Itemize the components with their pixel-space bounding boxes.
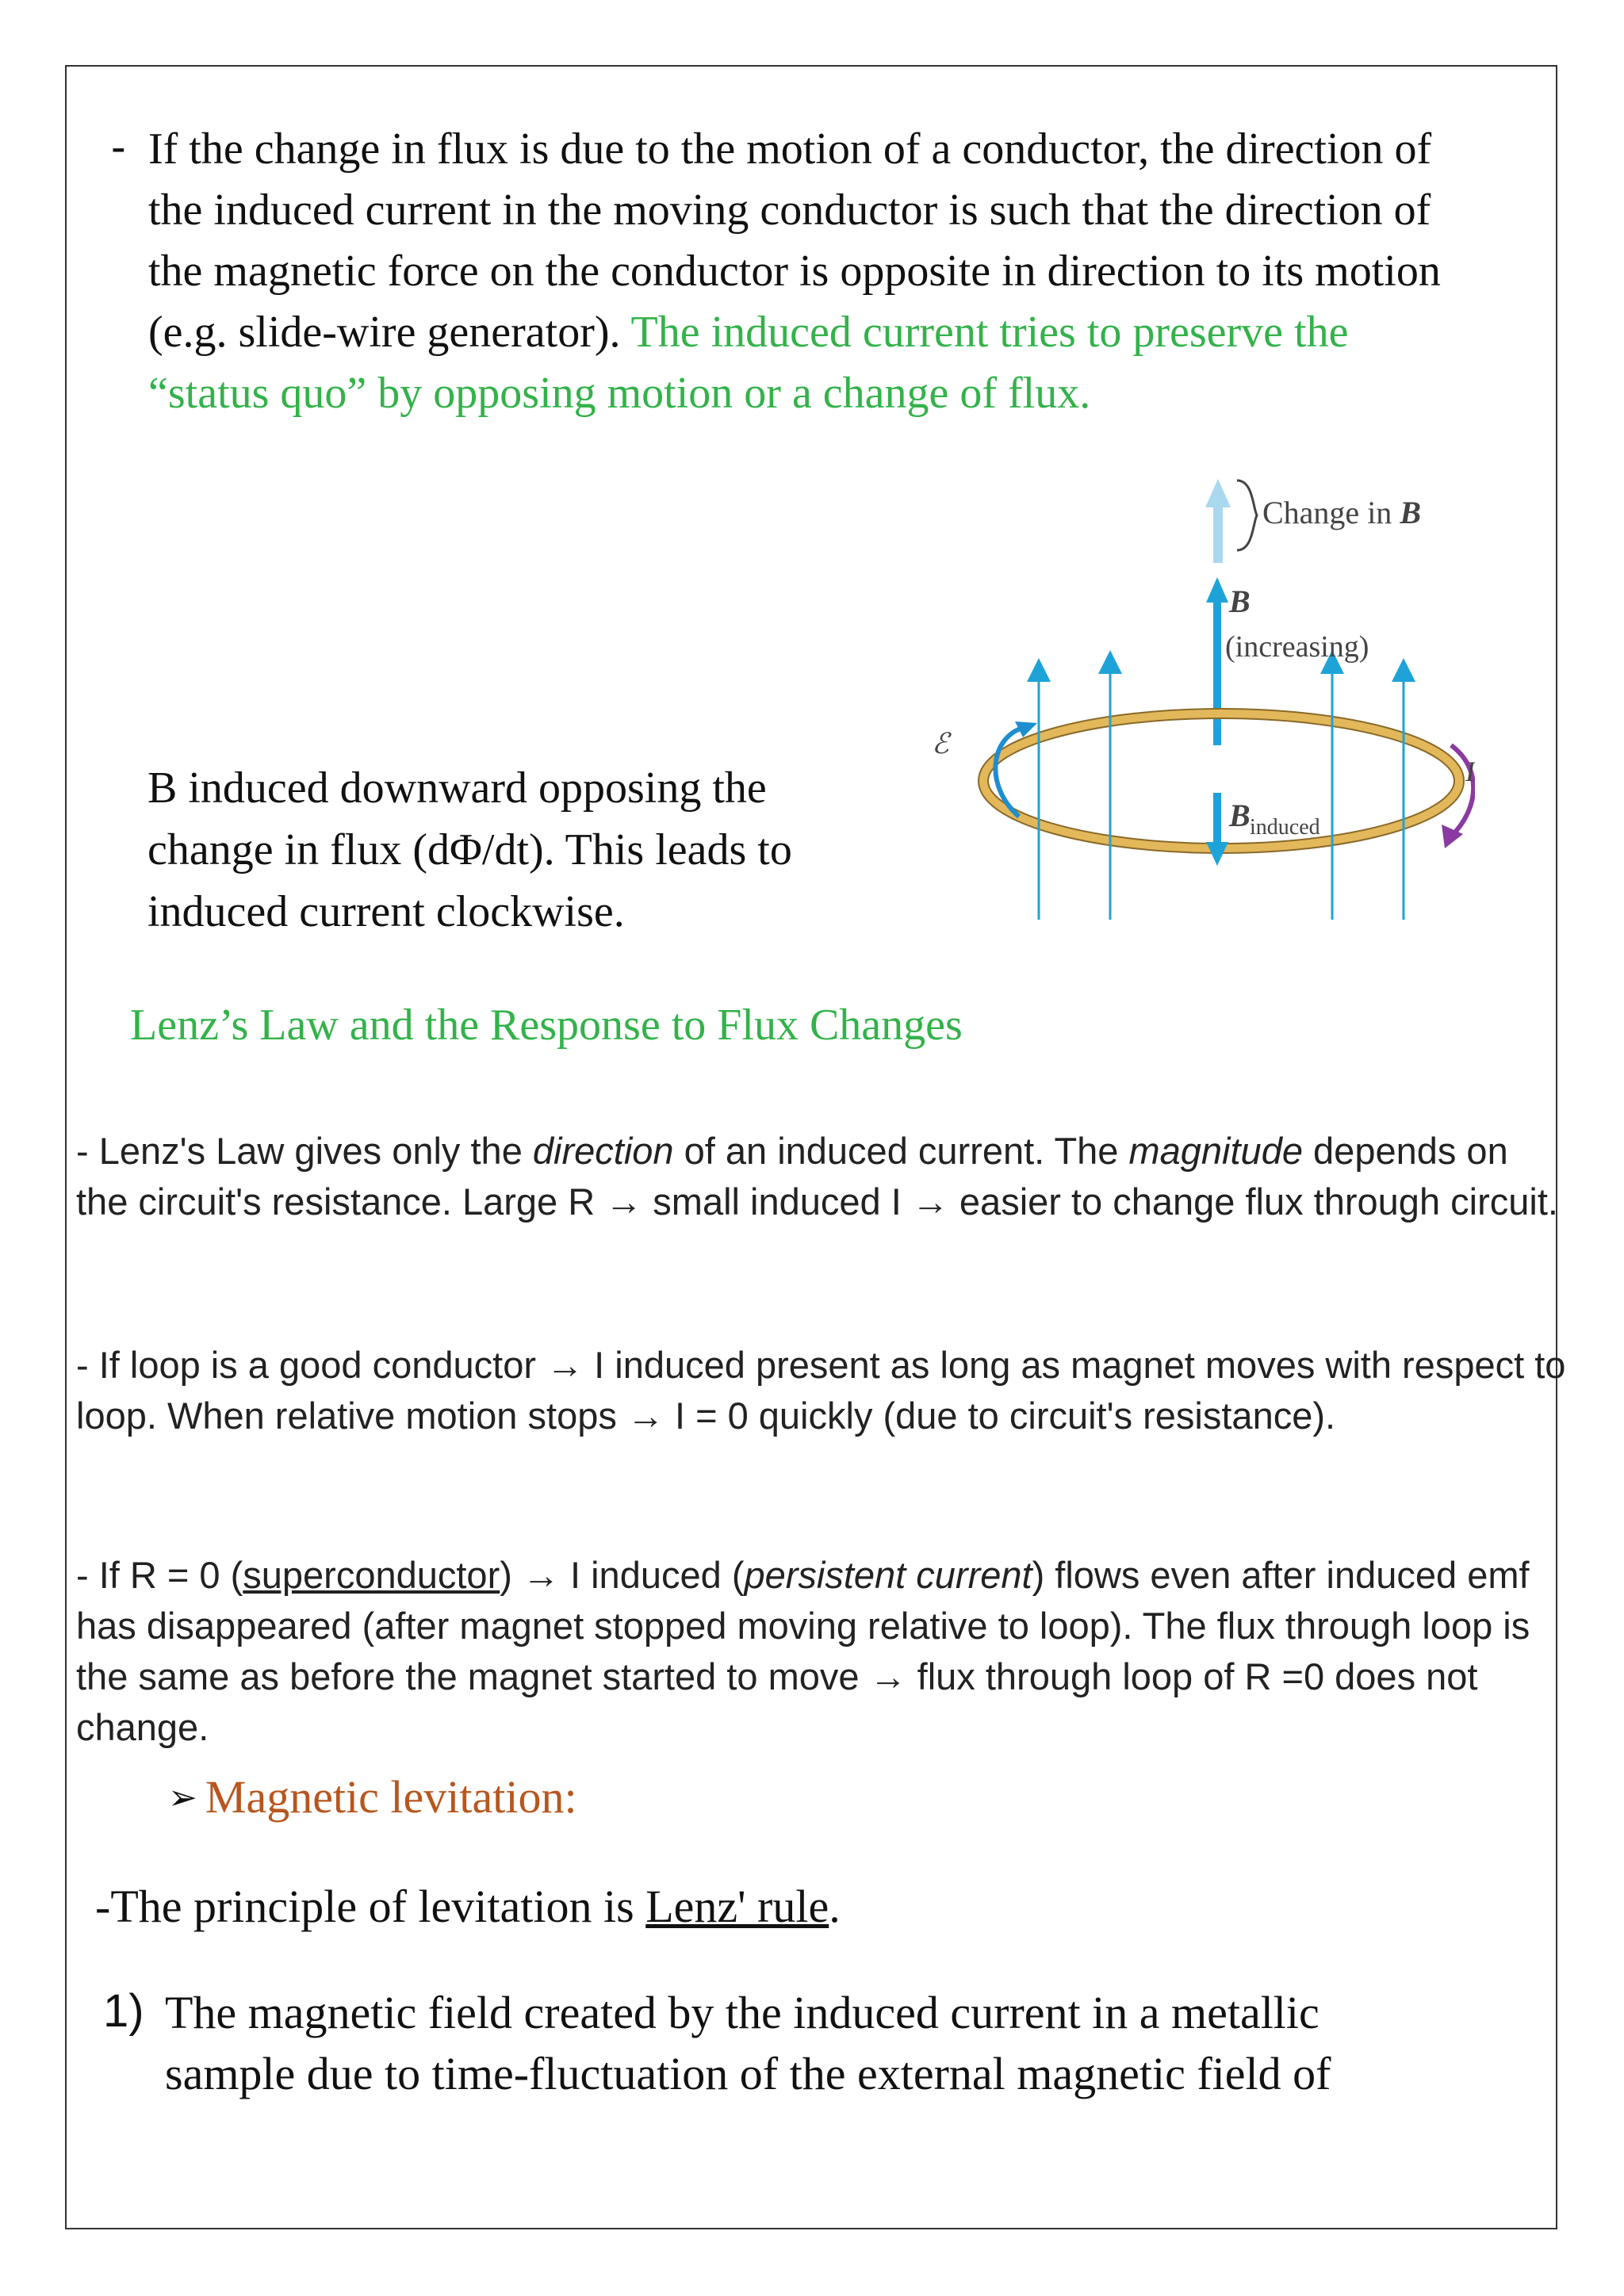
paragraph-motion-conductor bbox=[111, 119, 1459, 424]
b-label: B bbox=[1229, 584, 1251, 619]
lenz-item-2: - If loop is a good conductor → I induced present as long as magnet moves with respect to loop. When relative motion stops → I = 0 quickly (due to circuit's resistance). bbox=[76, 1344, 1566, 1437]
b-induced-arrow bbox=[1206, 793, 1228, 866]
paragraph-text-green: The induced current tries to preserve the “status quo” by opposing motion or a change of flux. bbox=[148, 308, 1349, 418]
b-induced-subscript: induced bbox=[1250, 815, 1320, 840]
paragraph-text bbox=[148, 119, 1459, 424]
loop-diagram bbox=[904, 476, 1475, 928]
emf-label: ℰ bbox=[932, 728, 949, 760]
b-induced-label: B bbox=[1229, 798, 1251, 833]
arrow-bullet-icon: ➢ bbox=[168, 1777, 197, 1818]
paragraph-text-black: If the change in flux is due to the motion of a conductor, the direction of the induced current in the moving conductor is such that the direction of the magnetic force on the conductor is opposite in direction to its motion (e.g. slide-wire generator). bbox=[148, 124, 1441, 357]
change-b-arrow bbox=[1205, 479, 1231, 745]
brace bbox=[1237, 480, 1257, 550]
loop-field-figure bbox=[904, 476, 1475, 928]
increasing-label: (increasing) bbox=[1225, 630, 1369, 664]
heading-magnetic-levitation: ➢ Magnetic levitation: bbox=[168, 1771, 577, 1823]
superconductor-link[interactable]: superconductor bbox=[243, 1554, 500, 1596]
item-number: 1) bbox=[103, 1985, 144, 2037]
current-label: I bbox=[1465, 756, 1475, 787]
paragraph-b-induced: B induced downward opposing the change in flux (dΦ/dt). This leads to induced current clockwise. bbox=[147, 763, 792, 936]
principle-line: -The principle of levitation is Lenz' rule. bbox=[95, 1881, 841, 1932]
lenz-item-1: - Lenz's Law gives only the direction of an induced current. The magnitude depends on the circuit's resistance. Large R → small induced I → easier to change flux through circuit. bbox=[76, 1130, 1558, 1223]
item-text: The magnetic field created by the induced current in a metallic sample due to time-fluctuation of the external magnetic field of bbox=[165, 1987, 1331, 2099]
numbered-item-1 bbox=[103, 1982, 1451, 2104]
lenz-rule-link[interactable]: Lenz' rule bbox=[645, 1881, 829, 1932]
change-label: Change in B bbox=[1262, 495, 1421, 530]
lenz-item-3: - If R = 0 (superconductor) → I induced (persistent current) flows even after induced emf has disappeared (after magnet stopped moving relative to loop). The flux through loop is the same as before the magnet started to move → flux through loop of R =0 does not change. bbox=[76, 1554, 1530, 1748]
bullet-dash: - bbox=[111, 121, 126, 171]
heading-lenz-law: Lenz’s Law and the Response to Flux Changes bbox=[130, 1001, 963, 1050]
